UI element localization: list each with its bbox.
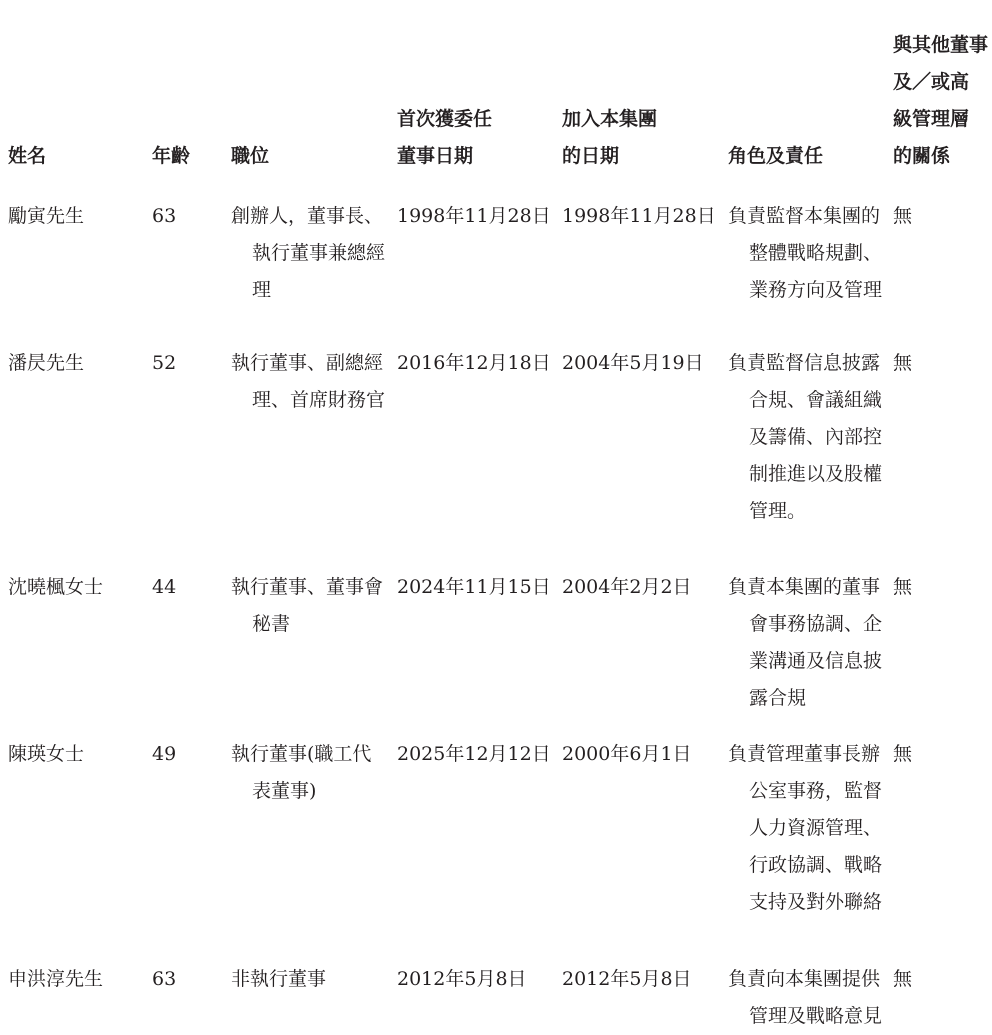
row-role-line: 管理及戰略意見 xyxy=(749,1005,883,1027)
header-relationship-line-1: 及／或高 xyxy=(893,71,970,93)
row-age: 63 xyxy=(152,205,177,227)
row-role-line: 制推進以及股權 xyxy=(749,463,883,485)
header-joined-line-1: 的日期 xyxy=(562,145,620,167)
row-joined: 2000年6月1日 xyxy=(562,743,692,765)
row-age: 44 xyxy=(152,576,177,598)
row-role-line: 負責向本集團提供 xyxy=(728,968,881,990)
header-name: 姓名 xyxy=(8,145,47,167)
row-name: 陳瑛女士 xyxy=(8,743,85,765)
row-position-line: 執行董事(職工代 xyxy=(231,743,372,765)
row-role-line: 業務方向及管理 xyxy=(749,279,883,301)
row-relationship: 無 xyxy=(893,205,913,227)
row-position-line: 表董事) xyxy=(252,780,317,802)
row-role-line: 合規、會議組織 xyxy=(749,389,883,411)
header-role: 角色及責任 xyxy=(728,145,824,167)
row-role-line: 負責監督信息披露 xyxy=(728,352,881,374)
header-position: 職位 xyxy=(231,145,270,167)
row-role-line: 支持及對外聯絡 xyxy=(749,891,883,913)
header-relationship-line-2: 級管理層 xyxy=(893,108,970,130)
row-name: 沈曉楓女士 xyxy=(8,576,104,598)
row-position-line: 理 xyxy=(252,279,272,301)
row-age: 63 xyxy=(152,968,177,990)
row-role-line: 負責本集團的董事 xyxy=(728,576,881,598)
row-role-line: 及籌備、內部控 xyxy=(749,426,883,448)
row-position-line: 執行董事、董事會 xyxy=(231,576,384,598)
header-appointment-line-1: 董事日期 xyxy=(397,145,474,167)
row-role-line: 負責監督本集團的 xyxy=(728,205,881,227)
row-joined: 2012年5月8日 xyxy=(562,968,692,990)
row-role-line: 管理。 xyxy=(749,500,807,522)
row-role-line: 會事務協調、企 xyxy=(749,613,883,635)
row-relationship: 無 xyxy=(893,743,913,765)
row-appointment: 2012年5月8日 xyxy=(397,968,527,990)
row-appointment: 2025年12月12日 xyxy=(397,743,551,765)
row-position-line: 非執行董事 xyxy=(231,968,327,990)
row-role-line: 露合規 xyxy=(749,687,807,709)
row-joined: 2004年2月2日 xyxy=(562,576,692,598)
row-role-line: 人力資源管理、 xyxy=(749,817,883,839)
header-age: 年齡 xyxy=(152,145,191,167)
row-position-line: 執行董事、副總經 xyxy=(231,352,384,374)
row-role-line: 整體戰略規劃、 xyxy=(749,242,883,264)
header-joined-line-0: 加入本集團 xyxy=(562,108,658,130)
row-role-line: 業溝通及信息披 xyxy=(749,650,883,672)
row-appointment: 1998年11月28日 xyxy=(397,205,551,227)
row-joined: 2004年5月19日 xyxy=(562,352,704,374)
header-appointment-line-0: 首次獲委任 xyxy=(397,108,493,130)
row-appointment: 2024年11月15日 xyxy=(397,576,551,598)
row-relationship: 無 xyxy=(893,352,913,374)
row-age: 52 xyxy=(152,352,177,374)
row-relationship: 無 xyxy=(893,576,913,598)
row-age: 49 xyxy=(152,743,177,765)
row-relationship: 無 xyxy=(893,968,913,990)
row-position-line: 執行董事兼總經 xyxy=(252,242,386,264)
row-name: 勵寅先生 xyxy=(8,205,85,227)
row-position-line: 創辦人，董事長、 xyxy=(231,205,384,227)
row-role-line: 行政協調、戰略 xyxy=(749,854,883,876)
row-role-line: 負責管理董事長辦 xyxy=(728,743,881,765)
row-joined: 1998年11月28日 xyxy=(562,205,716,227)
header-relationship-line-0: 與其他董事 xyxy=(893,34,989,56)
row-name: 潘昃先生 xyxy=(8,352,85,374)
row-role-line: 公室事務，監督 xyxy=(749,780,883,802)
row-appointment: 2016年12月18日 xyxy=(397,352,551,374)
row-name: 申洪淳先生 xyxy=(8,968,104,990)
header-relationship-line-3: 的關係 xyxy=(893,145,951,167)
row-position-line: 理、首席財務官 xyxy=(252,389,386,411)
row-position-line: 秘書 xyxy=(252,613,291,635)
